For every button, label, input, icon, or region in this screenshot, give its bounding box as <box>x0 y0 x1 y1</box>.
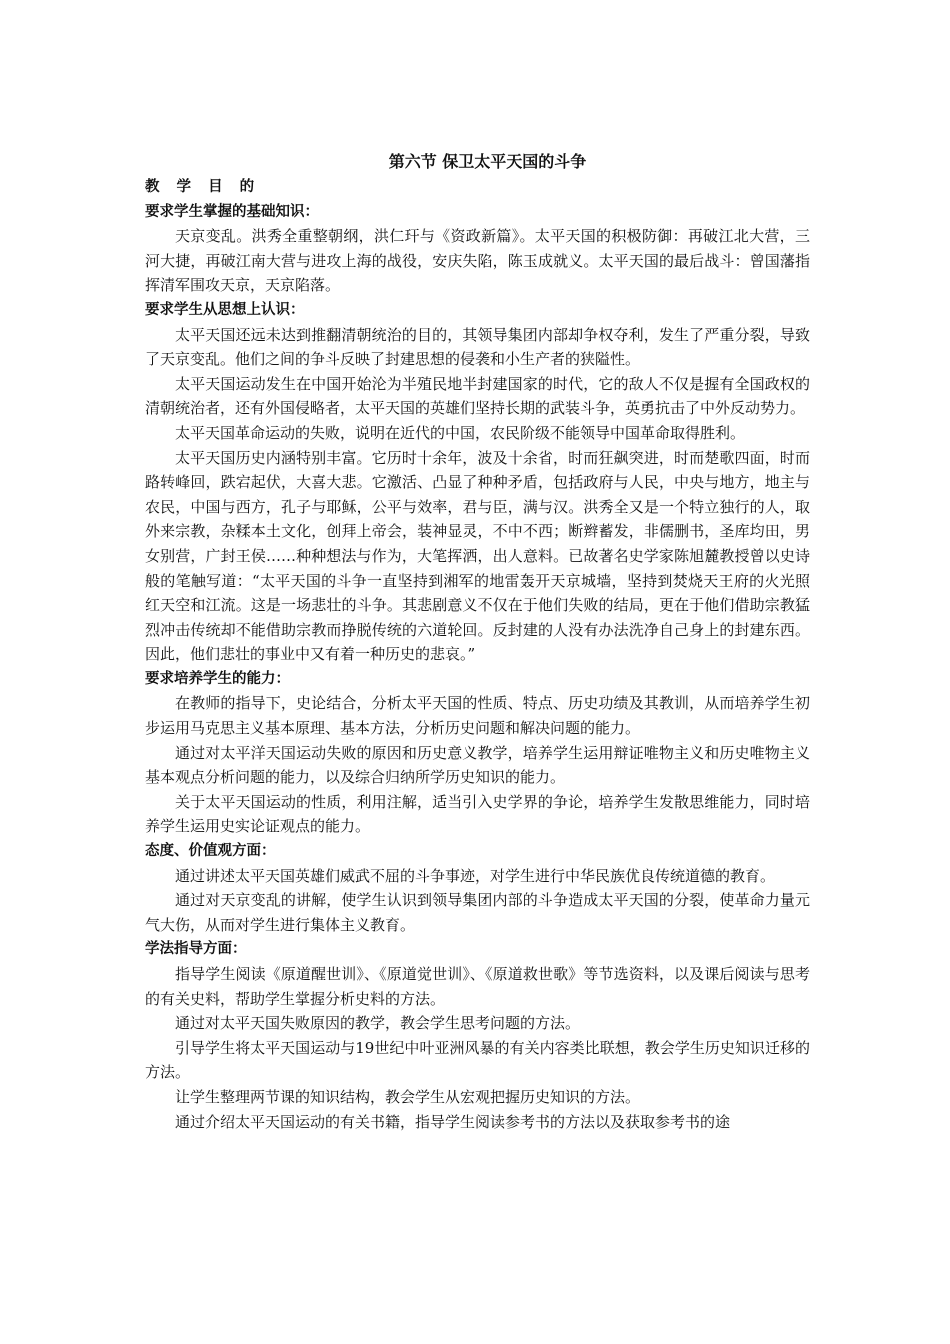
paragraph: 通过对天京变乱的讲解，使学生认识到领导集团内部的斗争造成太平天国的分裂，使革命力量元气大伤，从而对学生进行集体主义教育。 <box>145 891 810 934</box>
section-attitudes-values <box>145 839 810 937</box>
document-page <box>145 148 810 1134</box>
paragraph: 通过对太平天国失败原因的教学，教会学生思考问题的方法。 <box>175 1014 581 1033</box>
paragraph: 通过对太平洋天国运动失败的原因和历史意义教学，培养学生运用辩证唯物主义和历史唯物主义基本观点分析问题的能力，以及综合归纳所学历史知识的能力。 <box>145 743 810 787</box>
paragraph: 太平天国还远未达到推翻清朝统治的目的，其领导集团内部却争权夺利，发生了严重分裂，导致了天京变乱。他们之间的争斗反映了封建思想的侵袭和小生产者的狭隘性。 <box>145 325 810 369</box>
paragraph: 太平天国运动发生在中国开始沦为半殖民地半封建国家的时代，它的敌人不仅是握有全国政权的清朝统治者，还有外国侵略者，太平天国的英雄们坚持长期的武装斗争，英勇抗击了中外反动势力。 <box>145 374 810 418</box>
paragraph: 让学生整理两节课的知识结构，教会学生从宏观把握历史知识的方法。 <box>175 1087 641 1106</box>
paragraph: 引导学生将太平天国运动与19世纪中叶亚洲风暴的有关内容类比联想，教会学生历史知识迁移的方法。 <box>145 1038 810 1082</box>
section-heading: 学法指导方面： <box>145 941 247 958</box>
section-heading: 要求学生从思想上认识： <box>145 301 305 318</box>
section-ideological-understanding <box>145 298 810 667</box>
paragraph: 天京变乱。洪秀全重整朝纲，洪仁玕与《资政新篇》。太平天国的积极防御：再破江北大营，三河大捷，再破江南大营与进攻上海的战役，安庆失陷，陈玉成就义。太平天国的最后战斗：曾国藩指挥清军围攻天京，天京陷落。 <box>145 227 810 295</box>
section-heading: 要求学生掌握的基础知识： <box>145 203 319 220</box>
paragraph: 关于太平天国运动的性质，利用注解，适当引入史学界的争论，培养学生发散思维能力，同时培养学生运用史实论证观点的能力。 <box>145 792 810 836</box>
section-study-methods <box>145 937 810 1134</box>
section-heading: 要求培养学生的能力： <box>145 670 290 687</box>
paragraph: 指导学生阅读《原道醒世训》、《原道觉世训》、《原道救世歌》等节选资料，以及课后阅读与思考的有关史料，帮助学生掌握分析史料的方法。 <box>145 965 810 1008</box>
paragraph: 太平天国革命运动的失败，说明在近代的中国，农民阶级不能领导中国革命取得胜利。 <box>175 423 746 442</box>
document-title: 第六节 保卫太平天国的斗争 <box>388 152 587 171</box>
paragraph: 太平天国历史内涵特别丰富。它历时十余年，波及十余省，时而狂飙突进，时而楚歌四面，时而路转峰回，跌宕起伏，大喜大悲。它激活、凸显了种种矛盾，包括政府与人民，中央与地方，地主与农民，中国与西方，孔子与耶稣，公平与效率，君与臣，满与汉。洪秀全又是一个特立独行的人，取外来宗教，杂糅本土文化，创拜上帝会，装神显灵，不中不西；断辫蓄发，非儒删书，圣库均田，男女别营，广封王侯……种种想法与作为，大笔挥洒，出人意料。已故著名史学家陈旭麓教授曾以史诗般的笔触写道：“太平天国的斗争一直坚持到湘军的地雷轰开天京城墙，坚持到焚烧天王府的火光照红天空和江流。这是一场悲壮的斗争。其悲剧意义不仅在于他们失败的结局，更在于他们借助宗教猛烈冲击传统却不能借助宗教而挣脱传统的六道轮回。反封建的人没有办法洗净自己身上的封建东西。因此，他们悲壮的事业中又有着一种历史的悲哀。” <box>145 448 810 664</box>
paragraph: 在教师的指导下，史论结合，分析太平天国的性质、特点、历史功绩及其教训，从而培养学生初步运用马克思主义基本原理、基本方法，分析历史问题和解决问题的能力。 <box>145 694 810 738</box>
section-abilities <box>145 667 810 839</box>
section-heading: 态度、价值观方面： <box>145 843 276 860</box>
paragraph: 通过讲述太平天国英雄们威武不屈的斗争事迹，对学生进行中华民族优良传统道德的教育。 <box>175 866 776 885</box>
goals-heading: 教 学 目 的 <box>145 179 261 195</box>
section-basic-knowledge <box>145 200 810 298</box>
paragraph: 通过介绍太平天国运动的有关书籍，指导学生阅读参考书的方法以及获取参考书的途 <box>175 1112 731 1131</box>
